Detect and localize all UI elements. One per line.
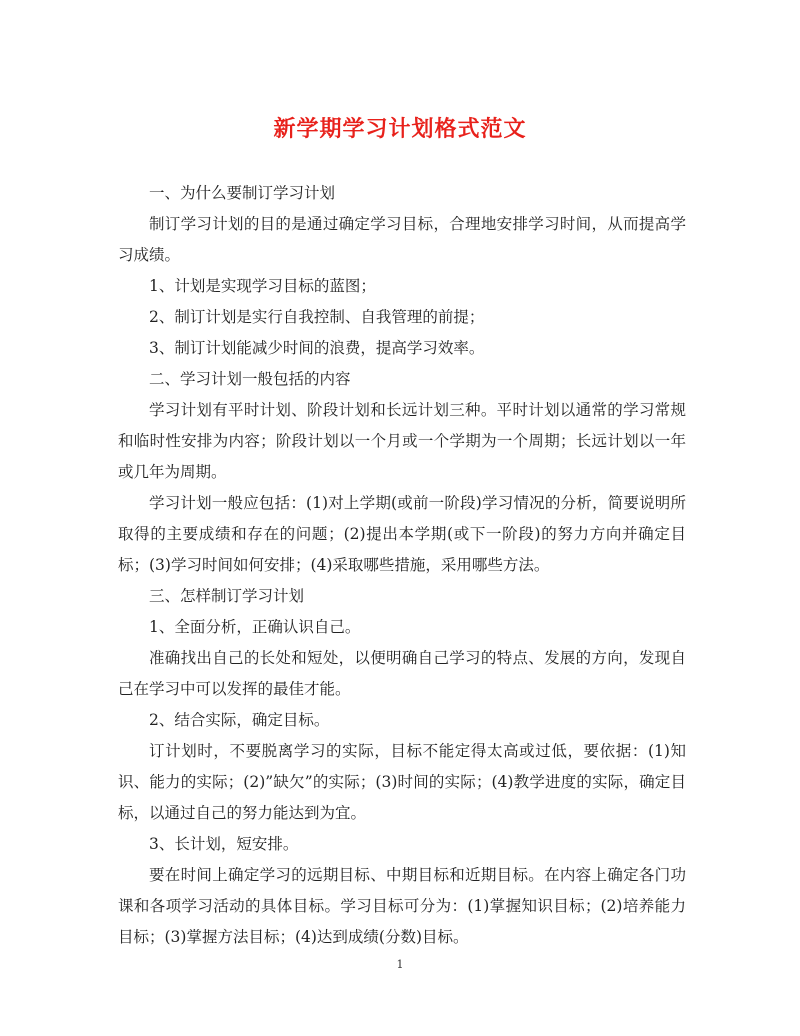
subheading: 2、结合实际，确定目标。 — [149, 711, 330, 729]
page-number: 1 — [396, 958, 404, 971]
section-heading-1: 一、为什么要制订学习计划 — [149, 184, 336, 202]
section-heading-2: 二、学习计划一般包括的内容 — [149, 370, 351, 388]
paragraph: 制订学习计划的目的是通过确定学习目标，合理地安排学习时间，从而提高学习成绩。 — [118, 215, 686, 264]
paragraph: 要在时间上确定学习的远期目标、中期目标和近期目标。在内容上确定各门功课和各项学习活动的具体目标。学习目标可分为：(1)掌握知识目标；(2)培养能力目标；(3)掌握方法目标；(4)达到成绩(分数)目标。 — [118, 866, 686, 946]
subheading: 3、长计划，短安排。 — [149, 835, 299, 853]
document-body — [118, 178, 686, 953]
section-heading-3: 三、怎样制订学习计划 — [149, 587, 305, 605]
paragraph: 学习计划一般应包括：(1)对上学期(或前一阶段)学习情况的分析，简要说明所取得的主要成绩和存在的问题；(2)提出本学期(或下一阶段)的努力方向并确定目标；(3)学习时间如何安排；(4)采取哪些措施，采用哪些方法。 — [118, 494, 686, 574]
list-item: 2、制订计划是实行自我控制、自我管理的前提； — [149, 308, 485, 326]
list-item: 3、制订计划能减少时间的浪费，提高学习效率。 — [149, 339, 485, 357]
list-item: 1、计划是实现学习目标的蓝图； — [149, 277, 376, 295]
paragraph: 学习计划有平时计划、阶段计划和长远计划三种。平时计划以通常的学习常规和临时性安排为内容；阶段计划以一个月或一个学期为一个周期；长远计划以一年或几年为周期。 — [118, 401, 686, 481]
subheading: 1、全面分析，正确认识自己。 — [149, 618, 361, 636]
paragraph: 订计划时，不要脱离学习的实际，目标不能定得太高或过低，要依据：(1)知识、能力的实际；(2)”缺欠”的实际；(3)时间的实际；(4)教学进度的实际，确定目标，以通过自己的努力能达到为宜。 — [118, 742, 686, 822]
paragraph: 准确找出自己的长处和短处，以便明确自己学习的特点、发展的方向，发现自己在学习中可以发挥的最佳才能。 — [118, 649, 686, 698]
document-title: 新学期学习计划格式范文 — [273, 116, 527, 142]
